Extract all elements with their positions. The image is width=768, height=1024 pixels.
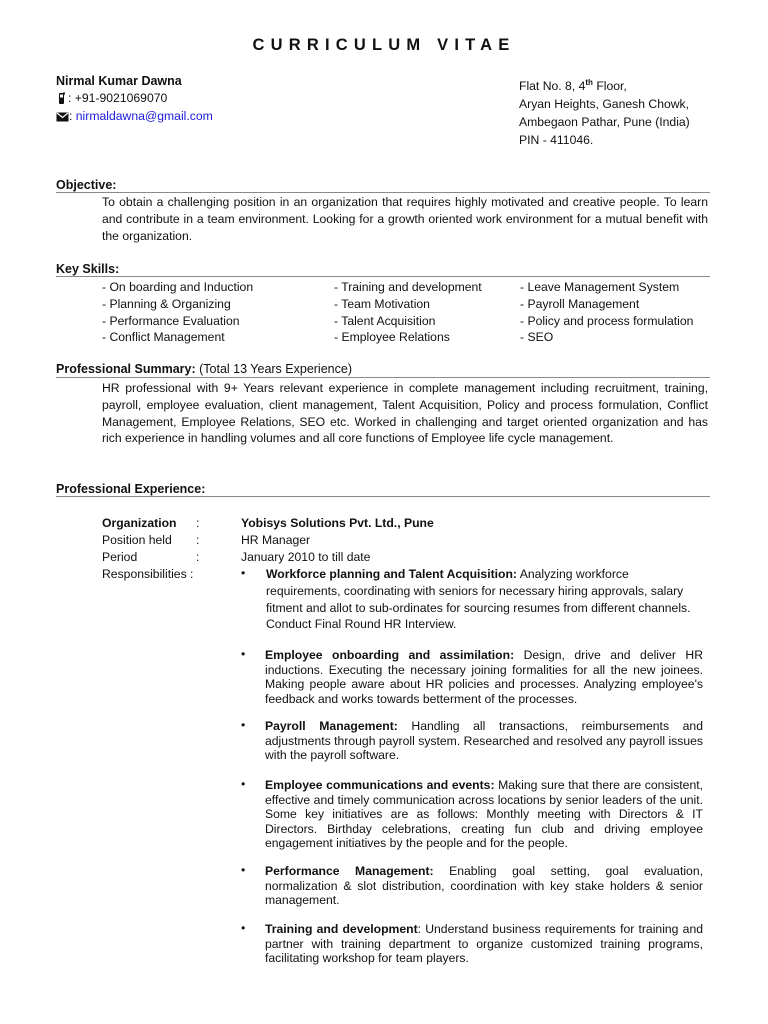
responsibility-title: Payroll Management: [265, 719, 398, 733]
position-label: Position held [102, 533, 172, 547]
skill-item: - Policy and process formulation [520, 313, 694, 328]
bullet-icon: • [241, 777, 246, 791]
skill-item: - Talent Acquisition [334, 313, 436, 328]
skill-item: - Training and development [334, 280, 482, 294]
candidate-name: Nirmal Kumar Dawna [56, 74, 182, 88]
skill-item: - Conflict Management [102, 330, 225, 345]
experience-heading: Professional Experience: [56, 482, 206, 496]
skill-item: - Employee Relations [334, 330, 450, 345]
responsibility-item [266, 566, 704, 633]
responsibility-text: Analyzing workforce requirements, coordinating with seniors for necessary hiring approvals, salary fitment and allot to sub-ordinates for sourcing resumes from different channels. Conduct Final Round HR Interview. [266, 567, 691, 632]
section-divider [56, 276, 710, 277]
bullet-icon: • [241, 566, 246, 580]
phone-icon [56, 92, 68, 105]
skill-item: - On boarding and Induction [102, 280, 254, 294]
responsibility-text: Enabling goal setting, goal evaluation, normalization & slot distribution, coordination with key stake holders & senior management. [265, 864, 703, 907]
skill-item: - Payroll Management [520, 296, 640, 311]
bullet-icon: • [241, 921, 246, 935]
summary-heading-line [56, 362, 352, 376]
colon: : [196, 516, 200, 530]
address-line-2: Aryan Heights, Ganesh Chowk, [519, 97, 690, 112]
address-line-3: Ambegaon Pathar, Pune (India) [519, 115, 690, 130]
skill-item: - Team Motivation [334, 296, 430, 311]
summary-heading: Professional Summary: [56, 362, 196, 376]
bullet-icon: • [241, 863, 246, 877]
skills-column-2 [334, 279, 482, 346]
skills-column-1 [102, 279, 253, 346]
address-block [519, 74, 690, 149]
responsibility-title: Performance Management: [265, 864, 434, 878]
responsibility-text: Design, drive and deliver HR inductions. Executing the necessary joining formalities for all the new joinees. Making people aware about HR policies and processes. Analyzing employee's feedback and works towards betterment of the processes. [265, 648, 704, 706]
skill-item: - Planning & Organizing [102, 296, 231, 311]
summary-heading-note: (Total 13 Years Experience) [195, 362, 352, 376]
phone-line [56, 91, 167, 105]
phone-number: : +91-9021069070 [68, 91, 168, 105]
responsibility-title: Employee onboarding and assimilation: [265, 648, 515, 662]
skills-column-3 [520, 279, 693, 346]
bullet-icon: • [241, 647, 246, 661]
responsibility-title: Training and development [265, 922, 418, 936]
responsibility-title: Employee communications and events: [265, 778, 495, 792]
colon: : [196, 533, 200, 547]
period-label: Period [102, 550, 138, 564]
skill-item: - SEO [520, 330, 554, 345]
summary-text: HR professional with 9+ Years relevant experience in complete management including recruitment, training, payroll, employee evaluation, client management, Talent Acquisition, Policy and process formulation, Conflict Management, Employee Relations, SEO etc. Worked in challenging and target oriented organization and has rich experience in handling volumes and all core functions of Employee life cycle management. [102, 381, 708, 446]
section-divider [56, 192, 710, 193]
responsibility-text: : Understand business requirements for training and partner with training department to organize customized training programs, facilitating workshop for team players. [265, 922, 703, 965]
responsibility-item [265, 864, 703, 908]
responsibility-item [265, 922, 703, 966]
responsibilities-label: Responsibilities : [102, 567, 194, 581]
section-divider [56, 377, 710, 378]
envelope-icon [56, 112, 69, 122]
address-line-1: Flat No. 8, 4th Floor, [519, 78, 627, 94]
objective-text: To obtain a challenging position in an organization that requires highly motivated and creative people. To learn and contribute in a team environment. Looking for a growth oriented work environment for a mutual benefit with the organization. [102, 195, 708, 243]
email-link[interactable]: nirmaldawna@gmail.com [75, 109, 213, 123]
organization-label: Organization [102, 516, 177, 530]
skill-item: - Performance Evaluation [102, 313, 240, 328]
document-title: CURRICULUM VITAE [252, 36, 516, 54]
responsibility-text: Making sure that there are consistent, effective and timely communication across locations by senior leaders of the unit. Some key initiatives are as follows: Monthly meeting with Directors & IT Directors. Birthday celebrations, creating fun club and driving employee engagement initiatives by the people and for the people. [265, 778, 703, 850]
colon: : [196, 550, 200, 564]
responsibility-title: Workforce planning and Talent Acquisition: [266, 567, 517, 581]
responsibility-item [265, 719, 703, 763]
bullet-icon: • [241, 718, 246, 732]
section-divider [56, 496, 710, 497]
key-skills-heading: Key Skills: [56, 262, 120, 276]
objective-heading: Objective: [56, 178, 117, 192]
skill-item: - Leave Management System [520, 280, 680, 294]
email-prefix: : [69, 109, 76, 123]
responsibility-item [265, 778, 703, 851]
period-value: January 2010 to till date [241, 550, 371, 564]
organization-value: Yobisys Solutions Pvt. Ltd., Pune [241, 516, 434, 530]
position-value: HR Manager [241, 533, 311, 547]
address-line-4: PIN - 411046. [519, 133, 594, 148]
responsibility-item [265, 648, 703, 706]
responsibility-text: Handling all transactions, reimbursements and adjustments through payroll system. Researched and resolved any payroll issues with the payroll software. [265, 719, 703, 762]
email-line [56, 109, 213, 123]
